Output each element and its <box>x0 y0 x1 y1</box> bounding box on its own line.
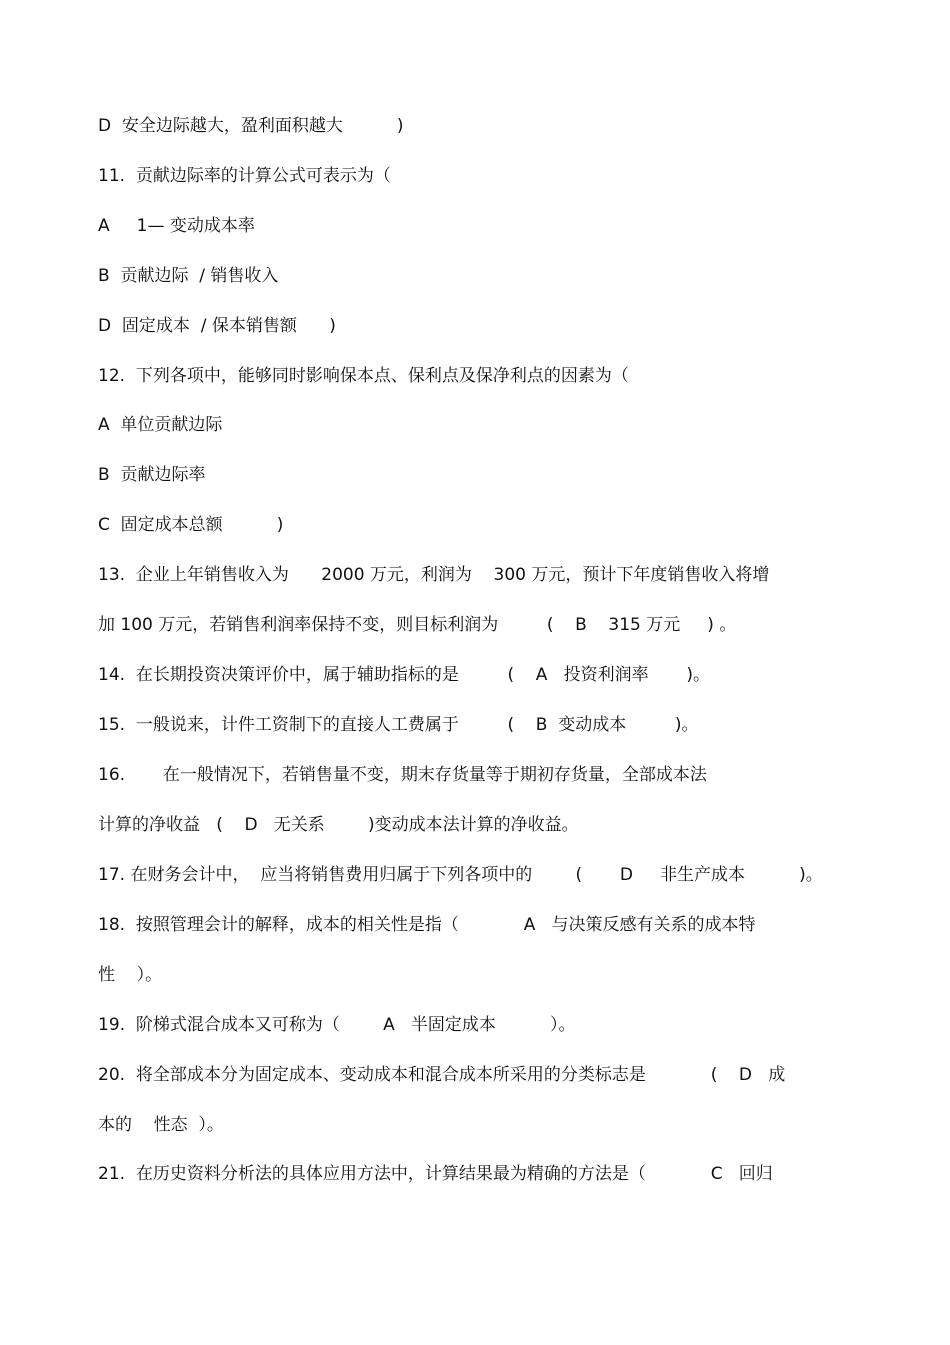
text-line: 加 100 万元，若销售利润率保持不变，则目标利润为 ( B 315 万元 ) 。 <box>98 615 737 635</box>
text-line: 计算的净收益 ( D 无关系 )变动成本法计算的净收益。 <box>98 815 579 835</box>
question-16: 16. 在一般情况下，若销售量不变，期末存货量等于期初存货量，全部成本法 <box>98 765 707 785</box>
text-line: 性 ）。 <box>98 965 163 985</box>
question-21: 21. 在历史资料分析法的具体应用方法中，计算结果最为精确的方法是（ C 回归 <box>98 1164 773 1184</box>
text-line: D 安全边际越大，盈利面积越大 ) <box>98 116 404 136</box>
question-13: 13. 企业上年销售收入为 2000 万元，利润为 300 万元，预计下年度销售收入将增 <box>98 565 770 585</box>
option-line: A 1— 变动成本率 <box>98 216 255 236</box>
question-14: 14. 在长期投资决策评价中，属于辅助指标的是 ( A 投资利润率 )。 <box>98 665 711 685</box>
option-line: A 单位贡献边际 <box>98 415 223 435</box>
option-line: C 固定成本总额 ) <box>98 515 284 535</box>
question-19: 19. 阶梯式混合成本又可称为（ A 半固定成本 ）。 <box>98 1015 576 1035</box>
question-15: 15. 一般说来，计件工资制下的直接人工费属于 ( B 变动成本 )。 <box>98 715 699 735</box>
option-line: D 固定成本 / 保本销售额 ) <box>98 316 336 336</box>
option-line: B 贡献边际 / 销售收入 <box>98 266 279 286</box>
question-20: 20. 将全部成本分为固定成本、变动成本和混合成本所采用的分类标志是 ( D 成 <box>98 1065 786 1085</box>
question-12: 12. 下列各项中，能够同时影响保本点、保利点及保净利点的因素为（ <box>98 366 629 386</box>
text-line: 本的 性态 ）。 <box>98 1115 224 1135</box>
question-17: 17. 在财务会计中， 应当将销售费用归属于下列各项中的 ( D 非生产成本 )。 <box>98 865 823 885</box>
option-line: B 贡献边际率 <box>98 465 206 485</box>
question-11: 11. 贡献边际率的计算公式可表示为（ <box>98 166 391 186</box>
question-18: 18. 按照管理会计的解释，成本的相关性是指（ A 与决策反感有关系的成本特 <box>98 915 756 935</box>
